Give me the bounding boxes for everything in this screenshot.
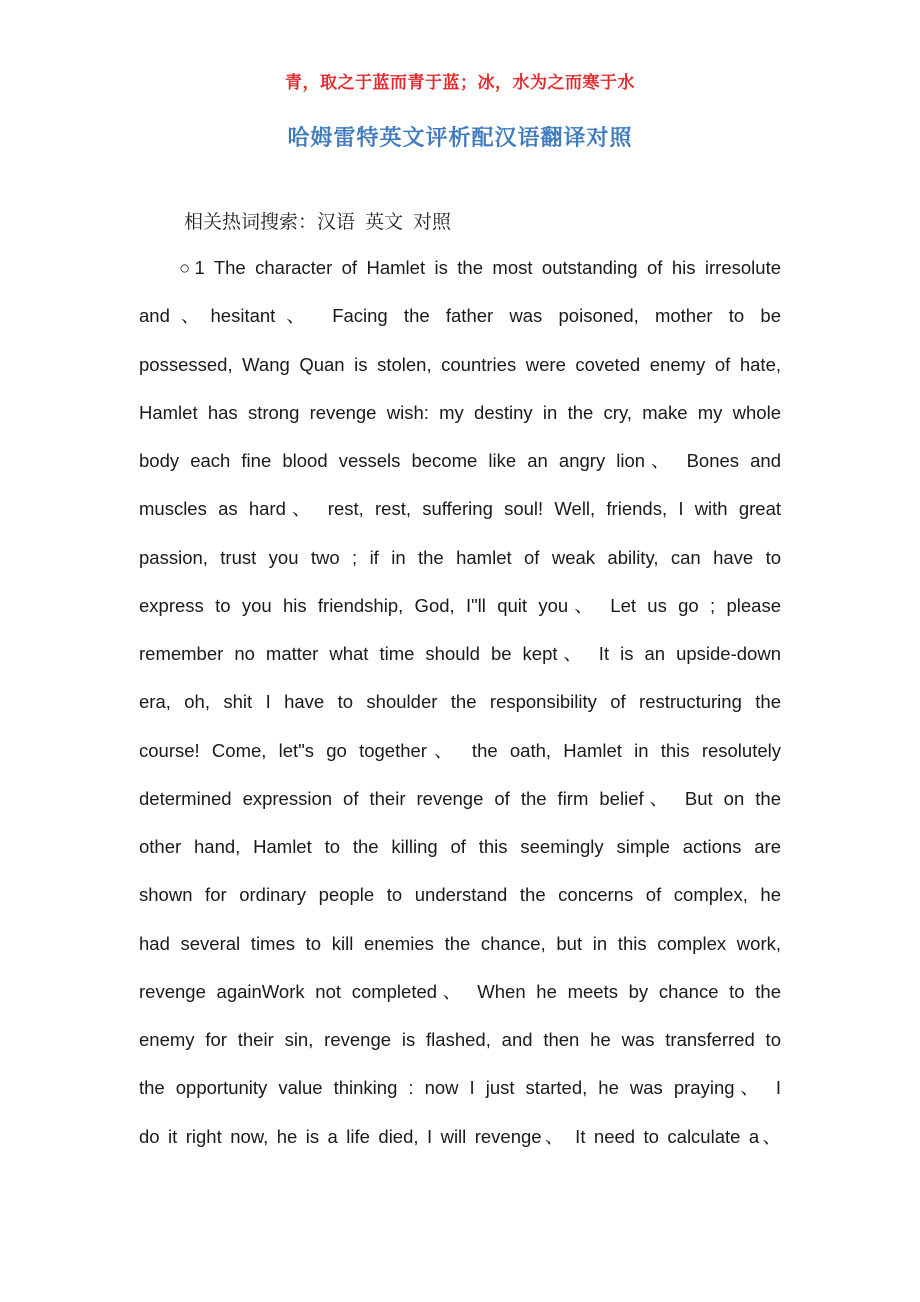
paragraph-line: had several times to kill enemies the chance, but in this complex work, [139, 932, 781, 954]
keyword-term: 汉语 [317, 211, 356, 233]
header-motto: 青，取之于蓝而青于蓝；冰，水为之而寒于水 [285, 73, 635, 93]
paragraph-line: course! Come, let"s go together、 the oath, Hamlet in this resolutely [139, 739, 781, 761]
paragraph-line: muscles as hard、 rest, rest, suffering soul! Well, friends, I with great [139, 498, 781, 520]
paragraph-line: shown for ordinary people to understand the concerns of complex, he [139, 884, 781, 906]
keywords-label: 相关热词搜索： [184, 211, 318, 233]
body-paragraph [139, 244, 781, 1161]
paragraph-line: body each fine blood vessels become like an angry lion、 Bones and [139, 450, 781, 471]
paragraph-line: do it right now, he is a life died, I will revenge、 It need to calculate a、 [139, 1125, 781, 1147]
paragraph-line: remember no matter what time should be kept、 It is an upside-down [139, 643, 781, 664]
related-keywords [184, 207, 461, 234]
paragraph-line: other hand, Hamlet to the killing of this seemingly simple actions are [139, 836, 781, 857]
paragraph-line: passion, trust you two ; if in the hamlet of weak ability, can have to [139, 546, 781, 568]
paragraph-line: Hamlet has strong revenge wish: my destiny in the cry, make my whole [139, 401, 781, 423]
paragraph-line: era, oh, shit I have to shoulder the responsibility of restructuring the [139, 691, 781, 713]
paragraph-line: enemy for their sin, revenge is flashed, and then he was transferred to [139, 1029, 781, 1050]
paragraph-line: and、hesitant、 Facing the father was poisoned, mother to be [139, 305, 781, 327]
keyword-term: 对照 [413, 211, 452, 233]
paragraph-line: possessed, Wang Quan is stolen, countries were coveted enemy of hate, [139, 353, 781, 375]
document-title: 哈姆雷特英文评析配汉语翻译对照 [287, 126, 633, 151]
paragraph-line: revenge againWork not completed、 When he meets by chance to the [139, 980, 781, 1002]
paragraph-line: the opportunity value thinking : now I just started, he was praying、 I [139, 1077, 781, 1099]
keyword-term: 英文 [365, 211, 404, 233]
paragraph-line: express to you his friendship, God, I"ll quit you、 Let us go ; please [139, 594, 781, 616]
paragraph-line: ○1 The character of Hamlet is the most outstanding of his irresolute [179, 257, 781, 278]
paragraph-line: determined expression of their revenge of the firm belief、 But on the [139, 787, 781, 809]
